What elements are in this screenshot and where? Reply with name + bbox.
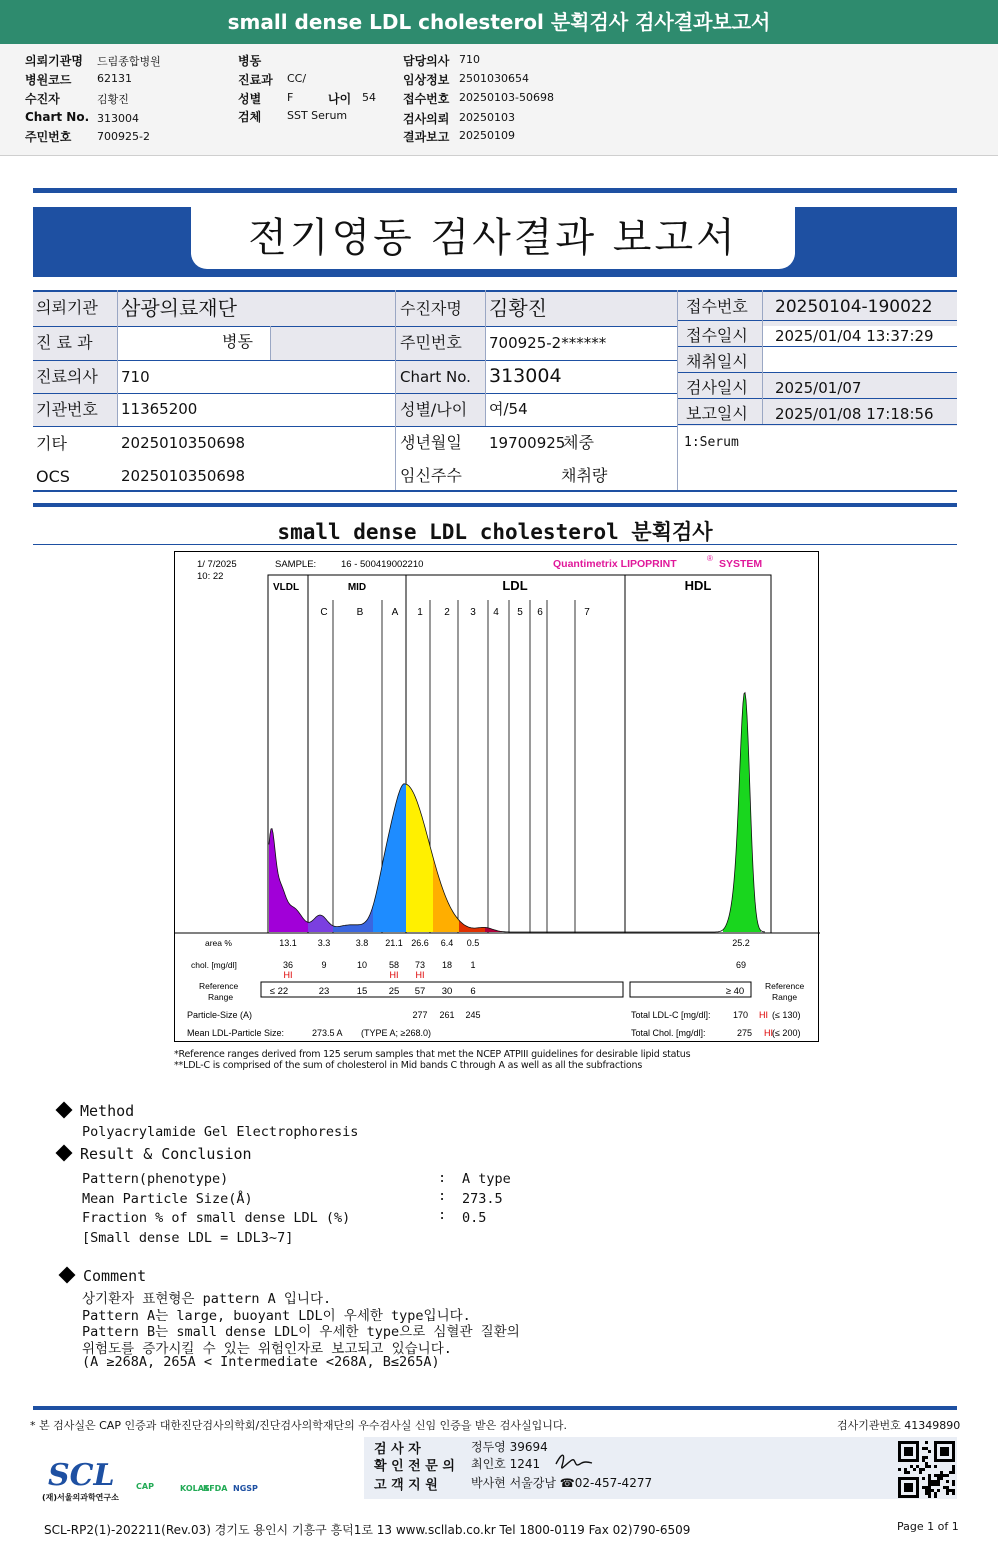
header-field: 수진자 — [25, 92, 60, 106]
ref-value: ≥ 40 — [725, 986, 745, 997]
diamond-bullet-icon — [59, 1267, 76, 1284]
header-value: 김황진 — [97, 93, 129, 106]
divider — [33, 188, 957, 193]
header-value: 313004 — [97, 112, 139, 125]
header-value: 700925-2 — [97, 130, 150, 143]
chol-value: 10 — [356, 960, 368, 970]
ref-value: 25 — [388, 986, 400, 997]
ref-label: Range — [772, 992, 798, 1002]
header-field: 의뢰기관명 — [25, 54, 83, 68]
method-heading: Method — [55, 1102, 134, 1120]
inst-no-value: 11365200 — [121, 400, 198, 418]
area-value: 3.8 — [355, 938, 369, 948]
curve-segment — [406, 784, 433, 932]
header-field: 병동 — [238, 54, 262, 68]
result-colon: : — [438, 1188, 447, 1204]
band-label: 7 — [584, 607, 590, 618]
hi-flag: HI — [283, 970, 293, 980]
volume-label: 채취량 — [561, 466, 608, 485]
hi-flag: HI — [389, 970, 399, 980]
test-time-value: 2025/01/07 — [775, 379, 862, 397]
page-number: Page 1 of 1 — [897, 1520, 959, 1533]
staff-name: 박사현 서울강남 ☎02-457-4277 — [471, 1476, 653, 1490]
ref-label: Range — [208, 992, 234, 1002]
receipt-time-label: 접수일시 — [686, 326, 748, 345]
chart-value: 313004 — [489, 365, 562, 387]
qr-code-icon — [898, 1441, 955, 1498]
section-title: small dense LDL cholesterol 분획검사 — [277, 520, 713, 544]
comment-line: Pattern B는 small dense LDL이 우세한 type으로 심혈관 질환의 — [82, 1324, 520, 1340]
etc-label: 기타 — [36, 434, 67, 453]
diamond-bullet-icon — [56, 1145, 73, 1162]
band-label: 3 — [470, 607, 476, 618]
institution-label: 의뢰기관 — [36, 298, 98, 317]
header-value: 62131 — [97, 72, 132, 85]
header-field: 나이 — [328, 92, 352, 106]
chart-date: 1/ 7/2025 — [197, 559, 237, 570]
staff-name: 최인호 1241 — [471, 1457, 541, 1471]
comment-line: Pattern A는 large, buoyant LDL이 우세한 type입니다. — [82, 1308, 471, 1324]
divider — [33, 503, 957, 507]
header-field: 진료과 — [238, 73, 273, 87]
dept-label: 진 료 과 — [36, 333, 93, 352]
total-chol-label: Total Chol. [mg/dl]: — [631, 1028, 706, 1038]
group-label: HDL — [684, 578, 712, 593]
staff-role: 고 객 지 원 — [374, 1478, 438, 1493]
ngsp-logo: NGSP — [233, 1484, 258, 1493]
curve-outline — [269, 693, 765, 932]
header-field: 병원코드 — [25, 73, 72, 87]
lipoprint-chart-svg — [175, 552, 820, 1043]
specimen-value: 1:Serum — [684, 435, 739, 450]
total-ldl-value: 170 — [733, 1010, 749, 1020]
total-ldl-label: Total LDL-C [mg/dl]: — [631, 1010, 711, 1020]
curve-segment — [459, 920, 485, 932]
weight-label: 체중 — [563, 433, 594, 452]
group-label: VLDL — [272, 582, 300, 593]
band-label: 4 — [493, 607, 499, 618]
lipoprint-chart — [174, 551, 819, 1042]
band-label: 5 — [517, 607, 523, 618]
chart-sample: 16 - 500419002210 — [341, 559, 424, 570]
band-label: B — [356, 607, 364, 618]
band-label: 6 — [537, 607, 543, 618]
patient-value: 김황진 — [489, 296, 547, 320]
receipt-time-value: 2025/01/04 13:37:29 — [775, 327, 934, 345]
result-value: 0.5 — [462, 1210, 487, 1226]
rrn-label: 주민번호 — [400, 333, 462, 352]
chol-value: 9 — [321, 960, 327, 970]
doctor-value: 710 — [121, 368, 150, 386]
result-value: 273.5 — [462, 1191, 503, 1207]
sex-age-label: 성별/나이 — [400, 400, 468, 419]
comment-heading: Comment — [58, 1267, 146, 1285]
footnote-2: **LDL-C is comprised of the sum of cholesterol in Mid bands C through A as well as all the subfractions — [174, 1060, 643, 1071]
band-label: C — [320, 607, 328, 618]
comment-line: (A ≥268A, 265A < Intermediate <268A, B≤265A) — [82, 1354, 440, 1370]
etc-value: 2025010350698 — [121, 434, 246, 452]
certification-text: * 본 검사실은 CAP 인증과 대한진단검사의학회/진단검사의학재단의 우수검사실 신임 인증을 받은 검사실입니다. — [30, 1419, 568, 1432]
header-field: 담당의사 — [403, 54, 450, 68]
result-colon: : — [438, 1170, 447, 1186]
chart-frame — [268, 575, 771, 933]
band-label: 1 — [417, 607, 423, 618]
result-label: Pattern(phenotype) — [82, 1171, 229, 1187]
curve-segment — [333, 906, 373, 932]
staff-name: 정두영 39694 — [471, 1440, 548, 1454]
chart-label: Chart No. — [400, 368, 471, 386]
header-field: 접수번호 — [403, 92, 450, 106]
dob-label: 생년월일 — [400, 433, 462, 452]
area-label: area % — [205, 938, 232, 948]
ref-label: Reference — [765, 981, 805, 991]
ocs-value: 2025010350698 — [121, 467, 246, 485]
report-title: 전기영동 검사결과 보고서 — [191, 207, 795, 269]
mean-size-value: 273.5 A — [312, 1028, 343, 1038]
total-chol-value: 275 — [737, 1028, 753, 1038]
area-value: 21.1 — [385, 938, 403, 948]
pregnancy-label: 임신주수 — [400, 466, 462, 485]
test-time-label: 검사일시 — [686, 378, 748, 397]
header-field: 임상정보 — [403, 73, 450, 87]
chart-time: 10: 22 — [197, 571, 224, 582]
kfda-logo: KFDA — [203, 1484, 228, 1493]
comment-line: 상기환자 표현형은 pattern A 입니다. — [82, 1291, 332, 1307]
ref-value: 30 — [441, 986, 453, 997]
header-value: 710 — [459, 53, 480, 66]
mean-size-label: Mean LDL-Particle Size: — [187, 1028, 285, 1038]
band-label: 2 — [444, 607, 450, 618]
header-value: 54 — [362, 91, 376, 104]
chol-value: 1 — [470, 960, 476, 970]
curve-segment — [723, 693, 761, 932]
header-value: SST Serum — [287, 109, 348, 122]
header-value: 드림종합병원 — [97, 55, 161, 68]
ref-value: 23 — [318, 986, 330, 997]
method-text: Polyacrylamide Gel Electrophoresis — [82, 1124, 359, 1140]
receipt-no-label: 접수번호 — [686, 297, 748, 316]
header-info-panel — [0, 44, 998, 156]
chart-sample-label: SAMPLE: — [275, 559, 317, 570]
result-label: Mean Particle Size(Å) — [82, 1191, 253, 1207]
kolas-logo: KOLAS — [180, 1484, 210, 1493]
header-value: 2501030654 — [459, 72, 529, 85]
staff-role: 확 인 전 문 의 — [374, 1459, 455, 1474]
area-value: 13.1 — [279, 938, 297, 948]
curve-segment — [433, 857, 459, 932]
header-value: F — [287, 91, 294, 104]
chart-brand: Quantimetrix LIPOPRINT — [553, 558, 677, 570]
comment-line: 위험도를 증가시킬 수 있는 위험인자로 보고되고 있습니다. — [82, 1341, 452, 1357]
hi-flag: HI — [764, 1028, 773, 1038]
institution-value: 삼광의료재단 — [121, 296, 237, 320]
group-label: MID — [347, 582, 367, 593]
chol-value: 36 — [282, 960, 294, 970]
dept-value: 병동 — [222, 332, 253, 351]
result-note: [Small dense LDL = LDL3~7] — [82, 1230, 294, 1246]
result-colon: : — [438, 1207, 447, 1223]
ref-value: 57 — [414, 986, 426, 997]
ref-value: ≤ 22 — [269, 986, 289, 997]
inst-no-label: 기관번호 — [36, 400, 98, 419]
result-label: Fraction % of small dense LDL (%) — [82, 1210, 351, 1226]
total-chol-ref: (≤ 200) — [772, 1028, 801, 1038]
area-value: 6.4 — [440, 938, 454, 948]
area-value: 25.2 — [732, 938, 750, 948]
area-value: 26.6 — [411, 938, 429, 948]
report-time-value: 2025/01/08 17:18:56 — [775, 405, 934, 423]
dob-value: 19700925 — [489, 434, 566, 452]
header-field: 검사의뢰 — [403, 112, 450, 126]
staff-role: 검 사 자 — [374, 1442, 421, 1457]
header-field: 성별 — [238, 92, 262, 106]
header-field: 검체 — [238, 110, 262, 124]
receipt-no-value: 20250104-190022 — [775, 297, 933, 317]
chart-brand-mark: ® — [707, 554, 713, 563]
report-time-label: 보고일시 — [686, 404, 748, 423]
header-value: 20250103-50698 — [459, 91, 554, 104]
header-value: 20250103 — [459, 111, 515, 124]
area-value: 3.3 — [317, 938, 331, 948]
footer-address: SCL-RP2(1)-202211(Rev.03) 경기도 용인시 기흥구 흥덕1로 13 www.scllab.co.kr Tel 1800-0119 Fax 02)790-6509 — [44, 1523, 691, 1537]
particle-size-label: Particle-Size (A) — [187, 1010, 253, 1020]
group-label: LDL — [502, 578, 528, 593]
divider — [33, 544, 957, 545]
sex-age-value: 여/54 — [489, 400, 528, 418]
cap-logo: CAP — [136, 1482, 154, 1491]
ocs-label: OCS — [36, 467, 70, 486]
curve-segment — [373, 784, 406, 932]
header-field: Chart No. — [25, 110, 90, 124]
mean-type: (TYPE A; ≥268.0) — [361, 1028, 431, 1038]
lab-number: 검사기관번호 41349890 — [837, 1419, 961, 1432]
footnote-1: *Reference ranges derived from 125 serum samples that met the NCEP ATPIII guidelines for desirable lipid status — [174, 1049, 691, 1060]
chart-brand-suffix: SYSTEM — [719, 558, 763, 570]
chol-value: 18 — [441, 960, 453, 970]
chol-value: 58 — [388, 960, 400, 970]
diamond-bullet-icon — [56, 1102, 73, 1119]
particle-size-value: 261 — [439, 1010, 455, 1020]
collect-time-label: 채취일시 — [686, 352, 748, 371]
doctor-label: 진료의사 — [36, 367, 98, 386]
report-title-band — [33, 207, 957, 277]
ref-label: Reference — [199, 981, 239, 991]
chol-label: chol. [mg/dl] — [191, 960, 237, 970]
hi-flag: HI — [415, 970, 425, 980]
rrn-value: 700925-2****** — [489, 334, 607, 352]
divider — [33, 1406, 957, 1410]
hi-flag: HI — [759, 1010, 768, 1020]
header-field: 주민번호 — [25, 130, 72, 144]
patient-label: 수진자명 — [400, 299, 462, 318]
total-ldl-ref: (≤ 130) — [772, 1010, 801, 1020]
document-header-title: small dense LDL cholesterol 분획검사 검사결과보고서 — [0, 0, 998, 44]
ref-value: 15 — [356, 986, 368, 997]
header-field: 결과보고 — [403, 130, 450, 144]
ref-value: 6 — [470, 986, 476, 997]
scl-logo: SCL — [48, 1458, 115, 1493]
result-value: A type — [462, 1171, 511, 1187]
chol-value: 69 — [735, 960, 747, 970]
header-value: 20250109 — [459, 129, 515, 142]
header-value: CC/ — [287, 72, 307, 85]
scl-logo-subtitle: (재)서울의과학연구소 — [42, 1493, 119, 1502]
result-heading: Result & Conclusion — [55, 1145, 252, 1163]
signature-icon — [552, 1450, 596, 1474]
particle-size-value: 277 — [412, 1010, 428, 1020]
chol-value: 73 — [414, 960, 426, 970]
area-value: 0.5 — [466, 938, 480, 948]
particle-size-value: 245 — [465, 1010, 481, 1020]
band-label: A — [391, 607, 399, 618]
